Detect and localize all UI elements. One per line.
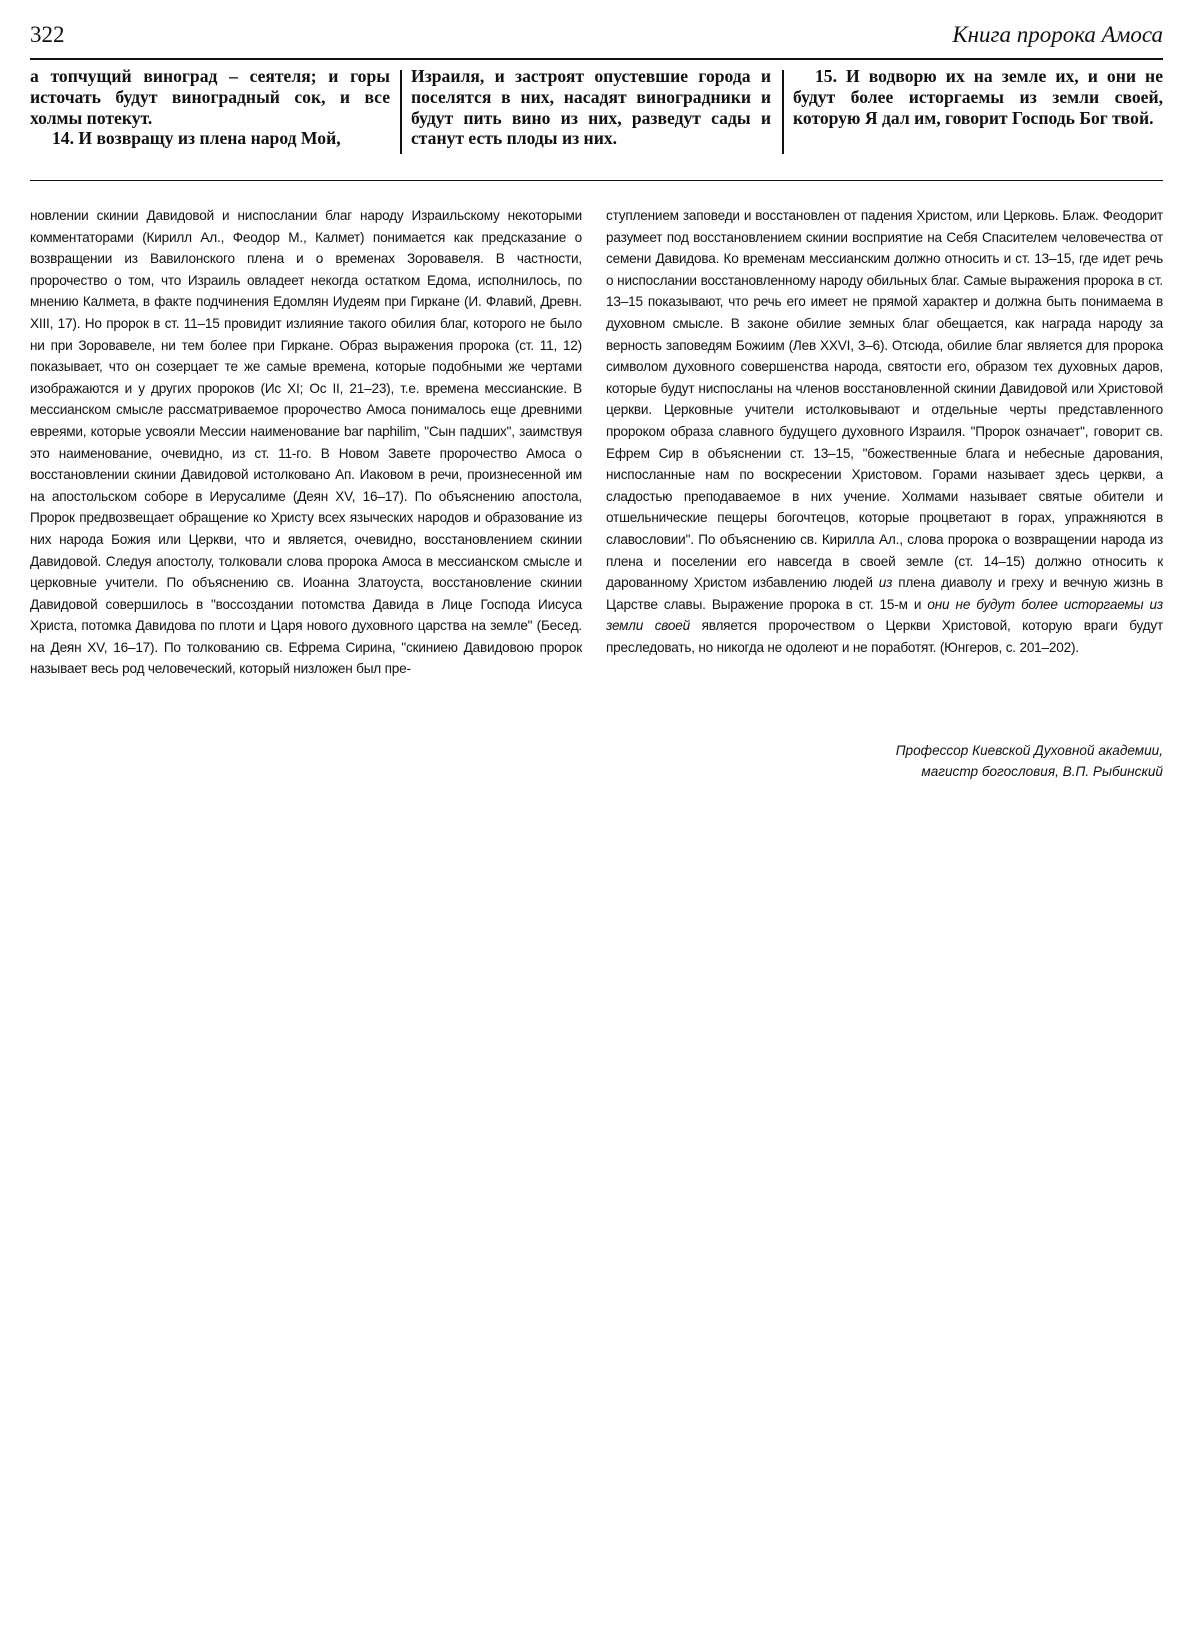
column-divider	[400, 70, 402, 154]
verse-text: 15. И водворю их на земле их, и они не будут более исторгаемы из земли своей, которую Я дал им, говорит Господь Бог твой.	[793, 66, 1163, 128]
page-number: 322	[30, 22, 65, 47]
scripture-column-2	[411, 66, 771, 149]
commentary-text-segment: плена диаволу и греху и вечную жизнь в Царстве славы. Выражение пророка в ст. 15-м и	[606, 575, 1163, 612]
commentary-italic-segment: они не будут более исторгаемы из земли своей	[606, 596, 1163, 634]
commentary-text	[606, 205, 1163, 658]
verse-text: Израиля, и застроят опустевшие города и поселятся в них, насадят виноградники и будут пить вино из них, разведут сады и станут есть плоды из них.	[411, 66, 771, 149]
verse-text: 14. И возвращу из плена народ Мой,	[52, 128, 341, 149]
column-divider	[782, 70, 784, 154]
header-rule	[30, 58, 1163, 60]
commentary-italic-segment: из	[878, 575, 893, 591]
section-divider	[30, 180, 1163, 181]
author-name: магистр богословия, В.П. Рыбинский	[921, 764, 1163, 779]
scripture-column-1	[30, 66, 390, 149]
verse-text: а топчущий виноград – сеятеля; и горы источать будут виноградный сок, и все холмы потекут.	[30, 66, 390, 128]
author-title: Профессор Киевской Духовной академии,	[895, 743, 1163, 758]
scripture-column-3	[793, 66, 1163, 128]
commentary-text-segment: является пророчеством о Церкви Христовой, которую враги будут преследовать, но никогда не одолеют и не поработят. (Юнгеров, с. 201–202).	[606, 618, 1163, 655]
commentary-text: новлении скинии Давидовой и ниспослании благ народу Израильскому некоторыми комментаторами (Кирилл Ал., Феодор М., Калмет) понимается как предсказание о возвращении из Вавилонского плена и о временах Зоровавеля. В частности, пророчество о том, что Израиль овладеет некогда остатком Едома, исполнилось, по мнению Калмета, в факте подчинения Едомлян Иудеям при Гиркане (И. Флавий, Древн. XIII, 17). Но пророк в ст. 11–15 провидит излияние такого обилия благ, которого не было ни при Зоровавеле, ни тем более при Гиркане. Образ выражения пророка (ст. 11, 12) показывает, что он созерцает те же самые времена, которые подобными же чертами изображаются и у других пророков (Ис XI; Ос II, 21–23), т.е. времена мессианские. В мессианском смысле рассматриваемое пророчество Амоса понималось еще древними евреями, которые усвояли Мессии наименование bar naphilim, "Сын падших", заимствуя это наименование, очевидно, из ст. 11-го. В Новом Завете пророчество Амоса о восстановлении скинии Давидовой истолковано Ап. Иаковом в речи, произнесенной им на апостольском соборе в Иерусалиме (Деян XV, 16–17). По объяснению апостола, Пророк предвозвещает обращение ко Христу всех языческих народов и образование из них народа Божия или Церкви, что и является, очевидно, восстановлением скинии Давидовой. Следуя апостолу, толковали слова пророка Амоса в мессианском смысле и церковные учители. По объяснению св. Иоанна Златоуста, восстановление скинии Давидовой совершилось в "воссоздании потомства Давида в Лице Господа Иисуса Христа, потомка Давидова по плоти и Царя нового духовного царства на земле" (Бесед. на Деян XV, 16–17). По толкованию св. Ефрема Сирина, "скиниею Давидовою пророк называет весь род человеческий, который низложен был пре-	[30, 208, 582, 677]
author-signature	[563, 740, 1163, 782]
scripture-text-block	[30, 66, 1163, 166]
page-header	[30, 22, 1163, 58]
running-title: Книга пророка Амоса	[952, 22, 1163, 47]
commentary-text-segment: ступлением заповеди и восстановлен от падения Христом, или Церковь. Блаж. Феодорит разумеет под восстановлением скинии восприятие на Себя Спасителем человечества от семени Давидова. Ко временам мессианским должно относить и ст. 13–15, где идет речь о ниспослании восстановленному народу обильных благ. Самые выражения пророка в ст. 13–15 показывают, что речь его имеет не прямой характер и должна быть понимаема в духовном смысле. В законе обилие земных благ обещается, как награда народу за верность заповедям Божиим (Лев XXVI, 3–6). Отсюда, обилие благ является для пророка символом духовного совершенства народа, святости его, образом тех духовных даров, которые будут ниспосланы на членов восстановленной скинии Давидовой или Христовой церкви. Церковные учители истолковывают и отдельные черты представленного пророком образа славного будущего духовного Израиля. "Пророк означает", говорит св. Ефрем Сир в объяснении ст. 13–15, "божественные блага и небесные дарования, ниспосланные нам по воскресении Христовом. Горами называет здесь церкви, а сладостью преподаваемое в них учение. Холмами называет святые обители и отшельнические пещеры богочтецов, которые процветают в горах, упражняются в славословии". По объяснению св. Кирилла Ал., слова пророка о возвращении народа из плена и поселении его навсегда в своей земле (ст. 14–15) должно относить к дарованному Христом избавлению людей	[606, 208, 1163, 591]
commentary-column-1	[30, 205, 582, 680]
commentary-column-2	[606, 205, 1163, 658]
